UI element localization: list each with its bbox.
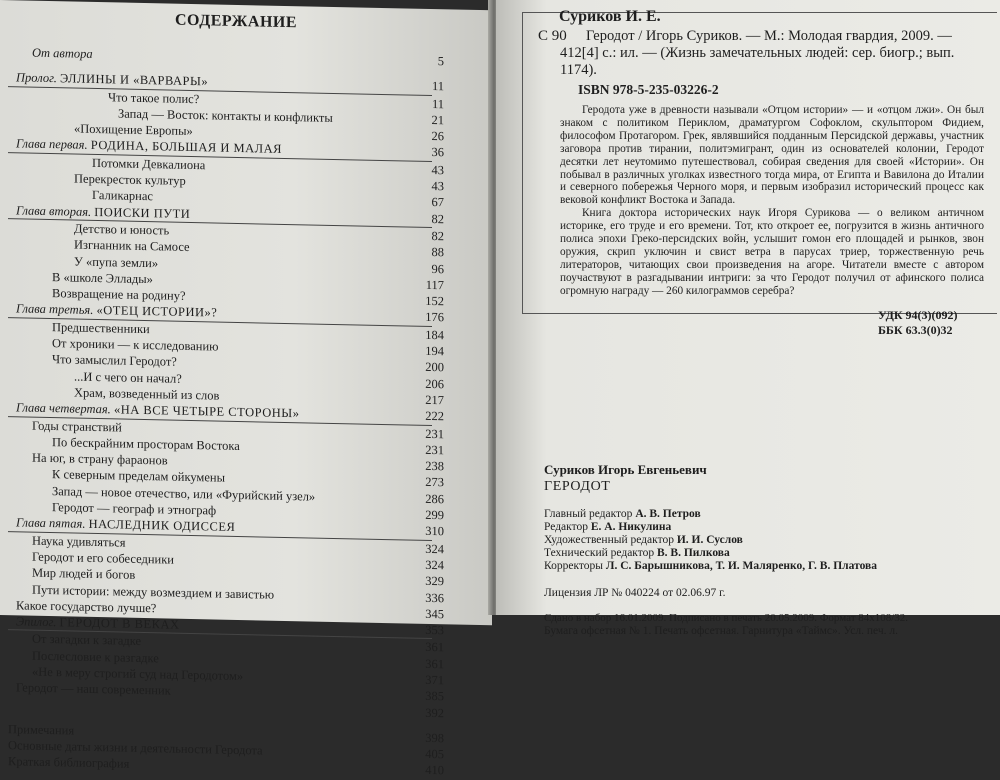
toc-page-number: 345 bbox=[425, 606, 444, 622]
toc-page-number: 222 bbox=[425, 409, 444, 424]
abstract bbox=[560, 104, 984, 298]
classification-codes bbox=[878, 308, 958, 338]
toc-page-number: 36 bbox=[431, 145, 444, 160]
toc-page-number: 176 bbox=[425, 310, 444, 325]
toc-entry-text: От хроники — к исследованию bbox=[52, 336, 219, 354]
toc-entry-text: «Похищение Европы» bbox=[74, 121, 193, 139]
toc-entry-text: Послесловие к разгадке bbox=[32, 648, 159, 666]
toc-page-number: 329 bbox=[425, 574, 444, 589]
toc-entry-text: Краткая библиография bbox=[8, 754, 130, 772]
toc-entry-text: Потомки Девкалиона bbox=[92, 155, 206, 173]
toc-section-label: Глава пятая. bbox=[16, 515, 86, 532]
print-line: Сдано в набор 16.01.2009. Подписано в печать 20.05.2009. Формат 84х108/32. bbox=[544, 612, 909, 624]
toc-page-number: 336 bbox=[425, 590, 444, 605]
toc-entry-text: Мир людей и богов bbox=[32, 565, 136, 583]
toc-entry-text: Детство и юность bbox=[74, 221, 170, 238]
toc-entry-title bbox=[8, 721, 74, 738]
toc-entry-title bbox=[52, 319, 150, 337]
catalog-code: С 90 bbox=[538, 28, 567, 44]
imprint-page bbox=[496, 0, 1000, 637]
bbk-code: ББК 63.3(0)32 bbox=[878, 323, 953, 337]
toc-section-label: Глава третья. bbox=[16, 301, 94, 318]
toc-entry-text: ГЕРОДОТ В ВЕКАХ bbox=[59, 615, 180, 632]
toc-entry-text: Геродот — географ и этнограф bbox=[52, 500, 217, 518]
toc-page-number: 96 bbox=[431, 261, 444, 276]
contents-title: СОДЕРЖАНИЕ bbox=[175, 11, 298, 32]
toc-section-label: Глава четвертая. bbox=[16, 400, 111, 417]
toc-page-number: 405 bbox=[425, 747, 444, 762]
toc-entry-text: Какое государство лучше? bbox=[16, 598, 157, 616]
toc-page-number: 88 bbox=[431, 245, 444, 260]
toc-page-number: 238 bbox=[425, 459, 444, 474]
credit-line: Технический редактор В. В. Пилкова bbox=[544, 547, 730, 559]
author-heading: Суриков И. Е. bbox=[559, 8, 661, 25]
toc-page-number: 206 bbox=[425, 376, 444, 391]
toc-entry-title bbox=[108, 89, 199, 107]
toc-entry-text: Перекресток культур bbox=[74, 171, 186, 188]
credit-line: Корректоры Л. С. Барышникова, Т. И. Маляренко, Г. В. Платова bbox=[544, 560, 877, 572]
toc-page-number: 299 bbox=[425, 507, 444, 523]
toc-entry-title bbox=[32, 417, 122, 435]
toc-page-number: 324 bbox=[425, 541, 444, 556]
toc-entry-title bbox=[74, 253, 158, 271]
toc-chapter bbox=[8, 44, 444, 69]
toc-page-number: 152 bbox=[425, 294, 444, 309]
toc-entry-text: РОДИНА, БОЛЬШАЯ И МАЛАЯ bbox=[90, 138, 282, 157]
isbn: ISBN 978-5-235-03226-2 bbox=[578, 82, 719, 97]
toc-page-number: 26 bbox=[431, 129, 444, 144]
toc-page-number: 67 bbox=[431, 195, 444, 210]
credit-line: Художественный редактор И. И. Суслов bbox=[544, 534, 743, 546]
toc-entry-text: Изгнанник на Самосе bbox=[74, 237, 190, 255]
toc-page-number: 310 bbox=[425, 524, 444, 539]
book-title: ГЕРОДОТ bbox=[544, 479, 611, 494]
toc-page-number: 361 bbox=[425, 640, 444, 655]
toc-entry-title bbox=[74, 237, 190, 255]
toc-entry-text: НАСЛЕДНИК ОДИССЕЯ bbox=[88, 517, 236, 535]
toc-page-number: 184 bbox=[425, 327, 444, 343]
toc-page-number: 361 bbox=[425, 656, 444, 671]
toc-page-number: 21 bbox=[431, 112, 444, 128]
toc-section-label: Эпилог. bbox=[16, 614, 57, 630]
toc-entry-text: На юг, в страну фараонов bbox=[32, 450, 168, 468]
toc-entry-text: Галикарнас bbox=[92, 188, 153, 204]
book-author: Суриков Игорь Евгеньевич bbox=[544, 462, 707, 477]
toc-entry-title bbox=[92, 155, 205, 173]
toc-page-number: 392 bbox=[425, 705, 444, 720]
toc-page-number: 43 bbox=[431, 179, 444, 194]
toc-section-label: От автора bbox=[32, 45, 93, 61]
toc-entry-title bbox=[8, 754, 129, 773]
toc-page-number: 273 bbox=[425, 475, 444, 490]
toc-page-number: 11 bbox=[431, 79, 444, 94]
toc-page-number: 286 bbox=[425, 491, 444, 507]
toc-section-label: Глава вторая. bbox=[16, 203, 92, 219]
toc-entry-text: К северным пределам ойкумены bbox=[52, 467, 225, 486]
toc-page-number: 398 bbox=[425, 730, 444, 746]
toc-entry-title bbox=[32, 45, 93, 62]
toc-entry-text: ...И с чего он начал? bbox=[74, 369, 182, 386]
toc-entry-text: «НА ВСЕ ЧЕТЫРЕ СТОРОНЫ» bbox=[113, 402, 300, 421]
toc-page-number: 371 bbox=[425, 672, 444, 688]
toc-page-number: 410 bbox=[425, 763, 444, 778]
toc-entry-text: Что такое полис? bbox=[108, 89, 200, 106]
toc-entry-text: Геродот — наш современник bbox=[16, 680, 171, 698]
toc-entry-text: Наука удивляться bbox=[32, 533, 126, 550]
toc-entry-title bbox=[32, 532, 125, 550]
toc-entry-text: От загадки к загадке bbox=[32, 632, 142, 649]
bibliographic-entry bbox=[560, 28, 980, 79]
toc-entry-text: Запад — новое отечество, или «Фурийский узел» bbox=[52, 483, 316, 504]
abstract-paragraph: Книга доктора исторических наук Игоря Сурикова — о великом античном историке, его труде и его времени. Тот, кто откроет ее, погрузится в жизнь античного полиса эпохи Греко-персидских войн, услышит гомон его площадей и рынков, звон оружия, скрип уключин и свист ветра в парусах триер, торжественную речь литераторов, читающих свои произведения на агоре. Читатели вместе с автором поучаствуют в разгадывании интриги: за что Геродот получил от афинского полиса огромную награду — 260 килограммов серебра? bbox=[560, 207, 984, 297]
toc-entry-text: ЭЛЛИНЫ И «ВАРВАРЫ» bbox=[60, 71, 209, 89]
publication-details bbox=[544, 462, 994, 638]
toc-section-label: Пролог. bbox=[16, 70, 57, 86]
toc-entry-text: У «пупа земли» bbox=[74, 254, 159, 270]
toc-entry-title bbox=[16, 613, 180, 632]
print-line: Бумага офсетная № 1. Печать офсетная. Гарнитура «Таймс». Усл. печ. л. bbox=[544, 625, 898, 637]
toc-page-number: 324 bbox=[425, 557, 444, 573]
toc-entry-text: Возвращение на родину? bbox=[52, 286, 186, 304]
udk-code: УДК 94(3)(092) bbox=[878, 308, 958, 322]
toc-entry-title bbox=[74, 171, 186, 189]
toc-page-number: 385 bbox=[425, 689, 444, 704]
toc-entry-text: Примечания bbox=[8, 722, 75, 738]
toc-entry-title bbox=[52, 269, 153, 287]
toc-page-number: 353 bbox=[425, 623, 444, 638]
toc-entry-text: Что замыслил Геродот? bbox=[52, 352, 177, 370]
toc-entry-text: «Не в меру строгий суд над Геродотом» bbox=[32, 664, 244, 684]
toc-page-number: 82 bbox=[431, 211, 444, 226]
toc-entry-title bbox=[32, 631, 141, 649]
toc-entry-title bbox=[16, 202, 190, 222]
toc-page-number: 231 bbox=[425, 426, 444, 441]
abstract-paragraph: Геродота уже в древности называли «Отцом истории» — и «отцом лжи». Он был знаком с политиком Периклом, драматургом Софоклом, скульптором Фидием, философом Протагором. Грек, являвшийся подданным Персидской державы, участник заговора против тирании, политэмигрант, один из основателей колонии, Геродот десятки лет неутомимо путешествовал, собирая сведения для своей «Истории». Он побывал в различных уголках известного тогда мира, от Египта и Вавилона до Италии и северного побережья Черного моря, и первым изобразил исторический процесс как вековой конфликт Востока и Запада. bbox=[560, 104, 984, 207]
credit-line: Главный редактор А. В. Петров bbox=[544, 508, 701, 520]
toc-entry-text: «ОТЕЦ ИСТОРИИ»? bbox=[96, 303, 218, 321]
toc-entry-text: Предшественники bbox=[52, 319, 150, 336]
toc-entry-title bbox=[74, 368, 182, 386]
toc-entry-title bbox=[74, 221, 169, 239]
toc-entry-text: В «школе Эллады» bbox=[52, 269, 153, 287]
toc-page-number: 117 bbox=[425, 277, 444, 293]
license: Лицензия ЛР № 040224 от 02.06.97 г. bbox=[544, 587, 726, 599]
toc-page-number: 43 bbox=[431, 162, 444, 178]
toc-entry-text: По бескрайним просторам Востока bbox=[52, 434, 240, 453]
toc-entry-text: Геродот и его собеседники bbox=[32, 549, 174, 567]
bibliographic-entry-text: Геродот / Игорь Суриков. — М.: Молодая гвардия, 2009. — 412[4] с.: ил. — (Жизнь замечательных людей: сер. биогр.; вып. 1174). bbox=[560, 28, 955, 78]
toc-page-number: 200 bbox=[425, 360, 444, 375]
toc-page-number: 194 bbox=[425, 343, 444, 359]
toc-entry-text: ПОИСКИ ПУТИ bbox=[94, 204, 191, 221]
toc-section-label: Глава первая. bbox=[16, 136, 88, 153]
toc-entry-text: Годы странствий bbox=[32, 418, 122, 435]
contents-page bbox=[0, 0, 492, 778]
toc-page-number: 5 bbox=[437, 54, 444, 69]
toc-page-number: 82 bbox=[431, 229, 444, 244]
toc-page-number: 217 bbox=[425, 392, 444, 408]
toc-entry-title bbox=[92, 187, 153, 204]
toc-page-number: 231 bbox=[425, 442, 444, 458]
credit-line: Редактор Е. А. Никулина bbox=[544, 521, 672, 533]
toc-entry-title bbox=[32, 565, 135, 583]
toc-entry-text: Пути истории: между возмездием и завистью bbox=[32, 582, 275, 602]
toc-page-number: 11 bbox=[431, 96, 444, 111]
toc-entry-text: Храм, возведенный из слов bbox=[74, 385, 220, 403]
toc-entry-text: Запад — Восток: контакты и конфликты bbox=[118, 106, 333, 125]
table-of-contents bbox=[8, 44, 444, 779]
toc-entry-text: Основные даты жизни и деятельности Геродота bbox=[8, 738, 263, 758]
